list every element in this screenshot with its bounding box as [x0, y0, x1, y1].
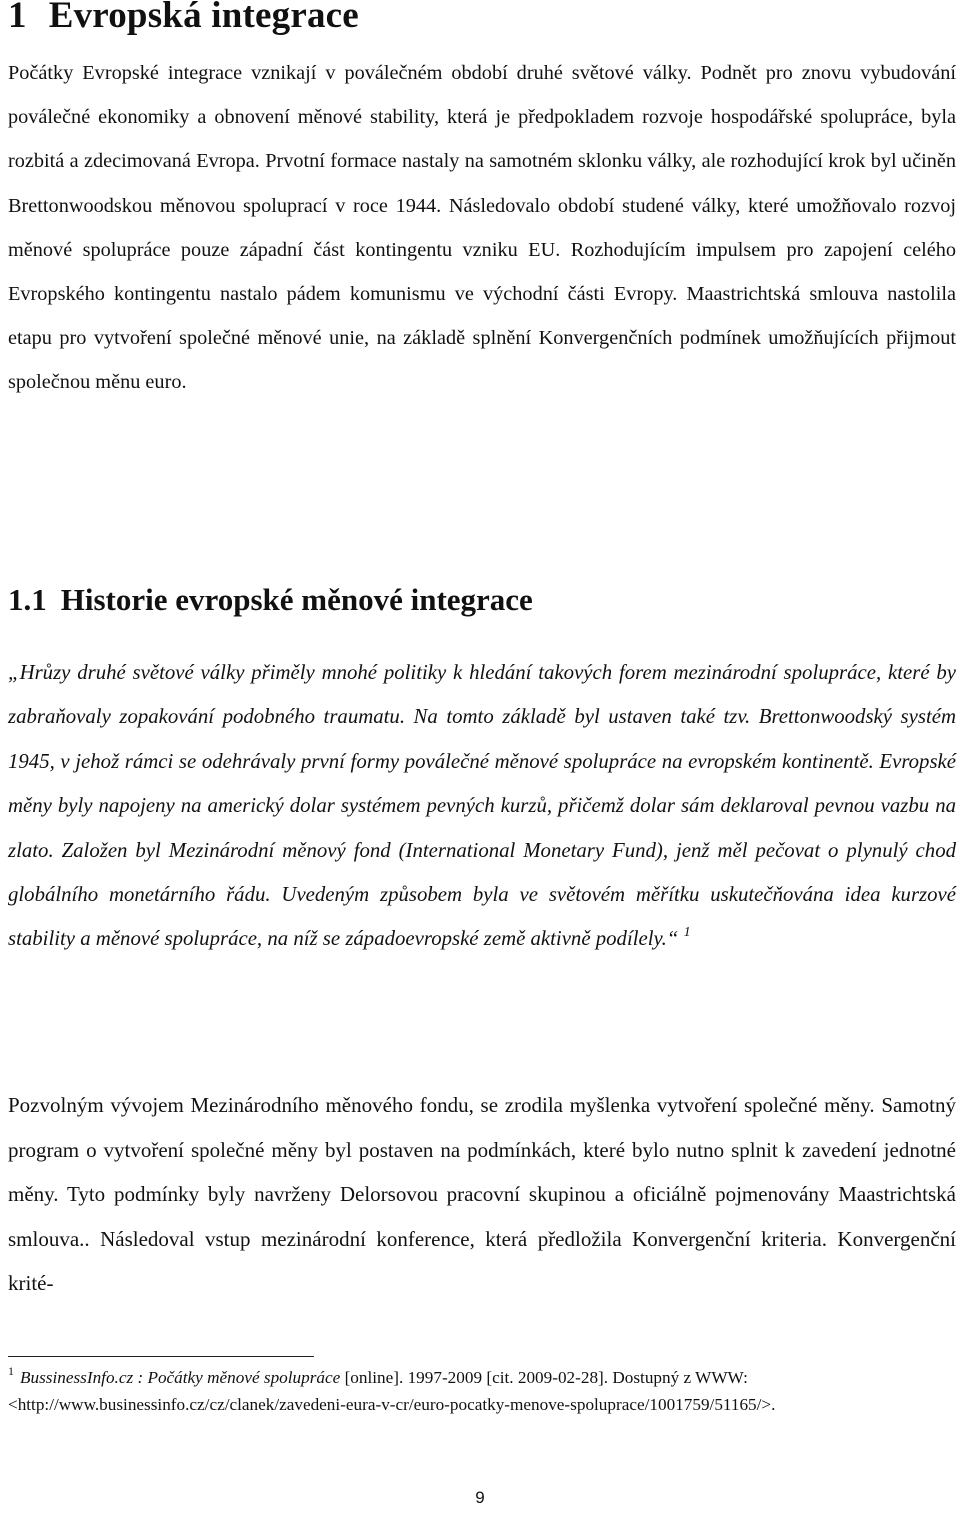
- section-title: Historie evropské měnové integrace: [60, 582, 533, 617]
- chapter-number: 1: [8, 0, 27, 36]
- page-number: 9: [475, 1488, 485, 1507]
- quote-text: „Hrůzy druhé světové války přiměly mnohé politiky k hledání takových forem mezinárodní spolupráce, které by zabraňovaly zopakování podobného traumatu. Na tomto základě byl ustaven také tzv. Brettonwoodský systém 1945, v jehož rámci se odehrávaly první formy poválečné měnové spolupráce na evropském kontinentě. Evropské měny byly napojeny na americký dolar systémem pevných kurzů, přičemž dolar sám deklaroval pevnou vazbu na zlato. Založen byl Mezinárodní měnový fond (International Monetary Fund), jenž měl pečovat o plynulý chod globálního monetárního řádu. Uvedeným způsobem byla ve světovém měřítku uskutečňována idea kurzové stability a měnové spolupráce, na níž se západoevropské země aktivně podílely.“: [8, 661, 956, 951]
- footnote-divider: [8, 1356, 314, 1357]
- chapter-title: Evropská integrace: [48, 0, 359, 36]
- footnote-source-title: BussinessInfo.cz : Počátky měnové spolupráce: [20, 1368, 341, 1387]
- body-paragraph: Pozvolným vývojem Mezinárodního měnového fondu, se zrodila myšlenka vytvoření společné měny. Samotný program o vytvoření společné měny byl postaven na podmínkách, které bylo nutno splnit k zavedení jednotné měny. Tyto podmínky byly navrženy Delorsovou pracovní skupinou a oficiálně pojmenovány Maastrichtská smlouva.. Následoval vstup mezinárodní konference, která předložila Konvergenční kriteria. Konvergenční krité-: [8, 1093, 956, 1296]
- section-heading: [8, 582, 533, 618]
- section-number: 1.1: [8, 582, 47, 617]
- footnote-marker: 1: [8, 1364, 14, 1378]
- footnote-citation: [online]. 1997-2009 [cit. 2009-02-28]. Dostupný z WWW: <http://www.businessinfo.cz/cz/clanek/zavedeni-eura-v-cr/euro-pocatky-menove-spoluprace/1001759/51165/>.: [8, 1368, 776, 1414]
- footnote-reference[interactable]: 1: [683, 925, 691, 941]
- footnote: [8, 1364, 956, 1418]
- intro-paragraph: Počátky Evropské integrace vznikají v poválečném období druhé světové války. Podnět pro znovu vybudování poválečné ekonomiky a obnovení měnové stability, která je předpokladem rozvoje hospodářské spolupráce, byla rozbitá a zdecimovaná Evropa. Prvotní formace nastaly na samotném sklonku války, ale rozhodující krok byl učiněn Brettonwoodskou měnovou spoluprací v roce 1944. Následovalo období studené války, které umožňovalo rozvoj měnové spolupráce pouze západní část kontingentu vzniku EU. Rozhodujícím impulsem pro zapojení celého Evropského kontingentu nastalo pádem komunismu ve východní části Evropy. Maastrichtská smlouva nastolila etapu pro vytvoření společné měnové unie, na základě splnění Konvergenčních podmínek umožňujících přijmout společnou měnu euro.: [8, 62, 956, 394]
- quote-paragraph: [8, 651, 956, 962]
- chapter-heading: [8, 0, 359, 37]
